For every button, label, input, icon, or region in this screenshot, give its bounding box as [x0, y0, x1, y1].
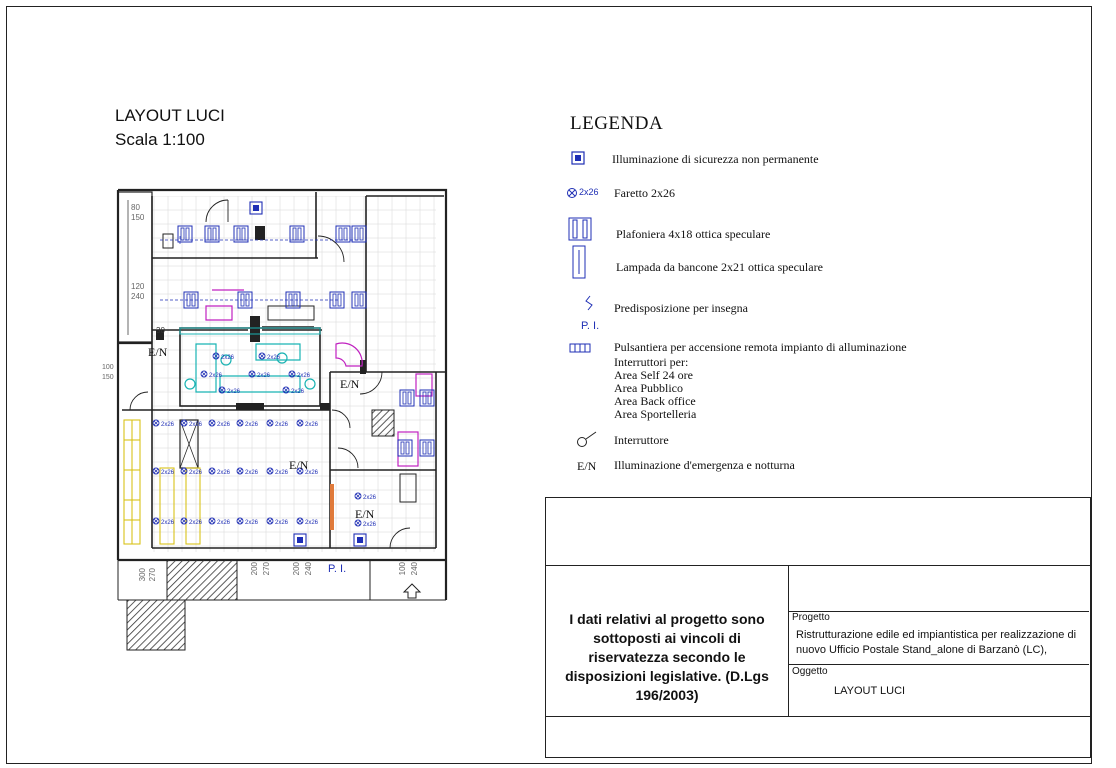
spot-label: 2x26: [257, 373, 271, 379]
dim-label: 240: [410, 562, 419, 576]
progetto-text: Ristrutturazione edile ed impiantistica per realizzazione di nuovo Ufficio Postale Stand_alone di Barzanò (LC),: [796, 629, 1077, 656]
ceiling-lamp-icon: [569, 218, 591, 240]
privacy-notice: I dati relativi al progetto sono sottoposti ai vincoli di riservatezza secondo le disposizioni legislative. (D.Lgs 196/2003): [565, 611, 769, 703]
spot-label: 2x26: [363, 495, 377, 501]
dim-label: 200: [250, 562, 259, 576]
spot-label: 2x26: [221, 355, 235, 361]
spot-label: 2x26: [227, 389, 241, 395]
en-label: E/N: [340, 377, 360, 391]
drawing-scale: Scala 1:100: [115, 130, 205, 149]
oggetto-label: Oggetto: [792, 666, 828, 677]
legend-label: Predisposizione per insegna: [614, 301, 748, 315]
pi-symbol-text: P. I.: [581, 320, 600, 332]
switch-icon: [578, 432, 597, 447]
en-symbol-text: E/N: [577, 459, 597, 473]
legend-subline: Interruttori per:: [614, 355, 689, 369]
spot-label: 2x26: [161, 422, 175, 428]
spot-label: 2x26: [209, 373, 223, 379]
spot-label: 2x26: [161, 470, 175, 476]
legend-subline: Area Pubblico: [614, 381, 683, 395]
dim-label: 120: [131, 282, 145, 291]
spot-label: 2x26: [189, 470, 203, 476]
spot-label: 2x26: [275, 520, 289, 526]
legend-label: Pulsantiera per accensione remota impianto di alluminazione: [614, 340, 907, 354]
title-block-divider: [788, 611, 1089, 612]
spot-label: 2x26: [189, 422, 203, 428]
legend-subline: Area Self 24 ore: [614, 368, 693, 382]
legend-subline: Area Sportelleria: [614, 407, 697, 421]
dim-label: 30: [156, 326, 165, 335]
dim-label: 100: [398, 562, 407, 576]
dim-label: 270: [148, 568, 157, 582]
pi-label: P. I.: [328, 563, 347, 575]
title-block-divider: [788, 565, 789, 716]
title-block-divider: [545, 565, 1090, 566]
spot-label: 2x26: [275, 470, 289, 476]
title-block-divider: [788, 664, 1089, 665]
dim-label: 200: [292, 562, 301, 576]
en-label: E/N: [289, 458, 309, 472]
legend-label: Illuminazione d'emergenza e notturna: [614, 458, 795, 472]
title-block-divider: [545, 716, 1090, 717]
spot-label: 2x26: [297, 373, 311, 379]
drawing-title: LAYOUT LUCI: [115, 106, 225, 125]
dim-label: 300: [138, 568, 147, 582]
spot-label: 2x26: [267, 355, 281, 361]
spotlight-icon: [568, 189, 577, 198]
spot-label: 2x26: [275, 422, 289, 428]
progetto-label: Progetto: [792, 612, 830, 623]
spot-label: 2x26: [245, 520, 259, 526]
spot-label: 2x26: [291, 389, 305, 395]
dim-label: 240: [304, 562, 313, 576]
spotlight-symbol-text: 2x26: [579, 187, 599, 197]
legend-label: Illuminazione di sicurezza non permanente: [612, 152, 819, 166]
legend-subline: Area Back office: [614, 394, 696, 408]
dim-label: 100: [102, 364, 114, 371]
dim-label: 150: [102, 374, 114, 381]
spot-label: 2x26: [161, 520, 175, 526]
spot-label: 2x26: [217, 520, 231, 526]
legend-label: Faretto 2x26: [614, 186, 675, 200]
spot-label: 2x26: [363, 522, 377, 528]
spot-label: 2x26: [305, 520, 319, 526]
spot-label: 2x26: [245, 470, 259, 476]
spot-label: 2x26: [305, 470, 319, 476]
legend-label: Lampada da bancone 2x21 ottica speculare: [616, 260, 823, 274]
legend-label: Interruttore: [614, 433, 669, 447]
push-button-panel-icon: [570, 344, 590, 352]
legend-label: Plafoniera 4x18 ottica speculare: [616, 227, 771, 241]
spot-label: 2x26: [305, 422, 319, 428]
dim-label: 240: [131, 292, 145, 301]
counter-lamp-icon: [573, 246, 585, 278]
spot-label: 2x26: [217, 422, 231, 428]
legend-title: LEGENDA: [570, 113, 664, 134]
emergency-light-icon: [572, 152, 584, 164]
spot-label: 2x26: [189, 520, 203, 526]
oggetto-text: LAYOUT LUCI: [834, 685, 906, 697]
dim-label: 80: [131, 203, 140, 212]
dim-label: 150: [131, 213, 145, 222]
en-label: E/N: [355, 507, 375, 521]
dim-label: 270: [262, 562, 271, 576]
legend-sublines: [614, 356, 696, 421]
spot-label: 2x26: [245, 422, 259, 428]
en-label: E/N: [148, 345, 168, 359]
sign-prep-icon: [586, 296, 592, 310]
spot-label: 2x26: [217, 470, 231, 476]
